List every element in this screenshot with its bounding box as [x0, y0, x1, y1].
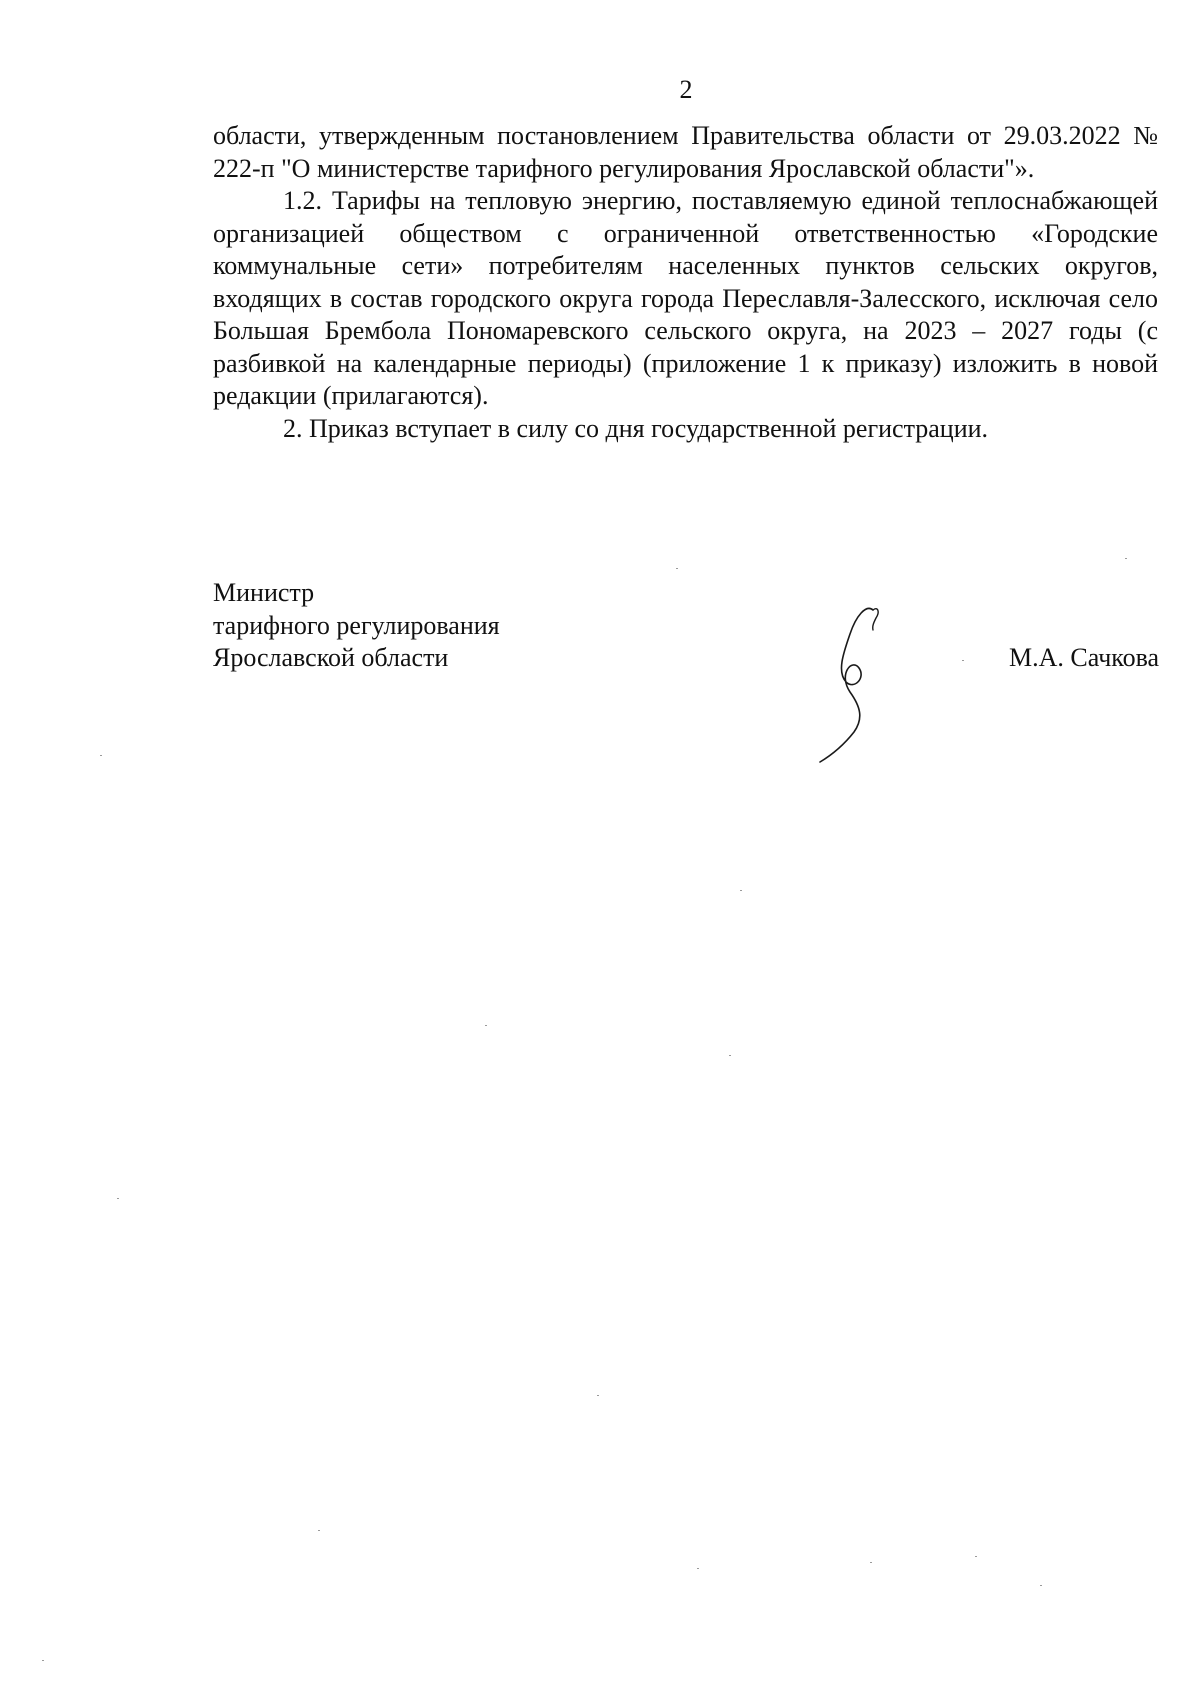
scan-speck: [729, 1055, 731, 1056]
scan-speck: [697, 1568, 699, 1569]
page-number: 2: [679, 75, 693, 104]
scan-speck: [870, 1562, 872, 1563]
paragraph-continuation: области, утвержденным постановлением Правительства области от 29.03.2022 № 222-п "О министерстве тарифного регулирования Ярославской области"».: [213, 121, 1158, 183]
scan-speck: [42, 1660, 44, 1661]
document-body: [213, 120, 1158, 445]
scan-speck: [100, 755, 102, 756]
scan-speck: [597, 1395, 599, 1396]
scan-speck: [485, 1025, 487, 1026]
paragraph-1-2-tariffs: 1.2. Тарифы на тепловую энергию, поставляемую единой теплоснабжающей организацией обществом с ограниченной ответственностью «Городские коммунальные сети» потребителям населенных пунктов сельских округов, входящих в состав городского округа города Переславля-Залесского, исключая село Большая Брембола Пономаревского сельского округа, на 2023 – 2027 годы (с разбивкой на календарные периоды) (приложение 1 к приказу) изложить в новой редакции (прилагаются).: [213, 186, 1158, 410]
scan-speck: [318, 1530, 320, 1531]
scan-speck: [962, 660, 964, 661]
signatory-position: [213, 577, 500, 675]
position-line-3: Ярославской области: [213, 643, 449, 672]
position-line-2: тарифного регулирования: [213, 610, 500, 640]
scan-speck: [1040, 1585, 1042, 1586]
signer-name: М.А. Сачкова: [1009, 643, 1160, 672]
scan-speck: [975, 1556, 977, 1557]
position-line-1: Министр: [213, 578, 315, 607]
scan-speck: [117, 1198, 119, 1199]
paragraph-2-effective-date: 2. Приказ вступает в силу со дня государственной регистрации.: [283, 413, 989, 443]
scan-speck: [1125, 558, 1127, 559]
scan-speck: [676, 568, 678, 569]
handwritten-signature: [810, 598, 920, 763]
scan-speck: [740, 890, 742, 891]
